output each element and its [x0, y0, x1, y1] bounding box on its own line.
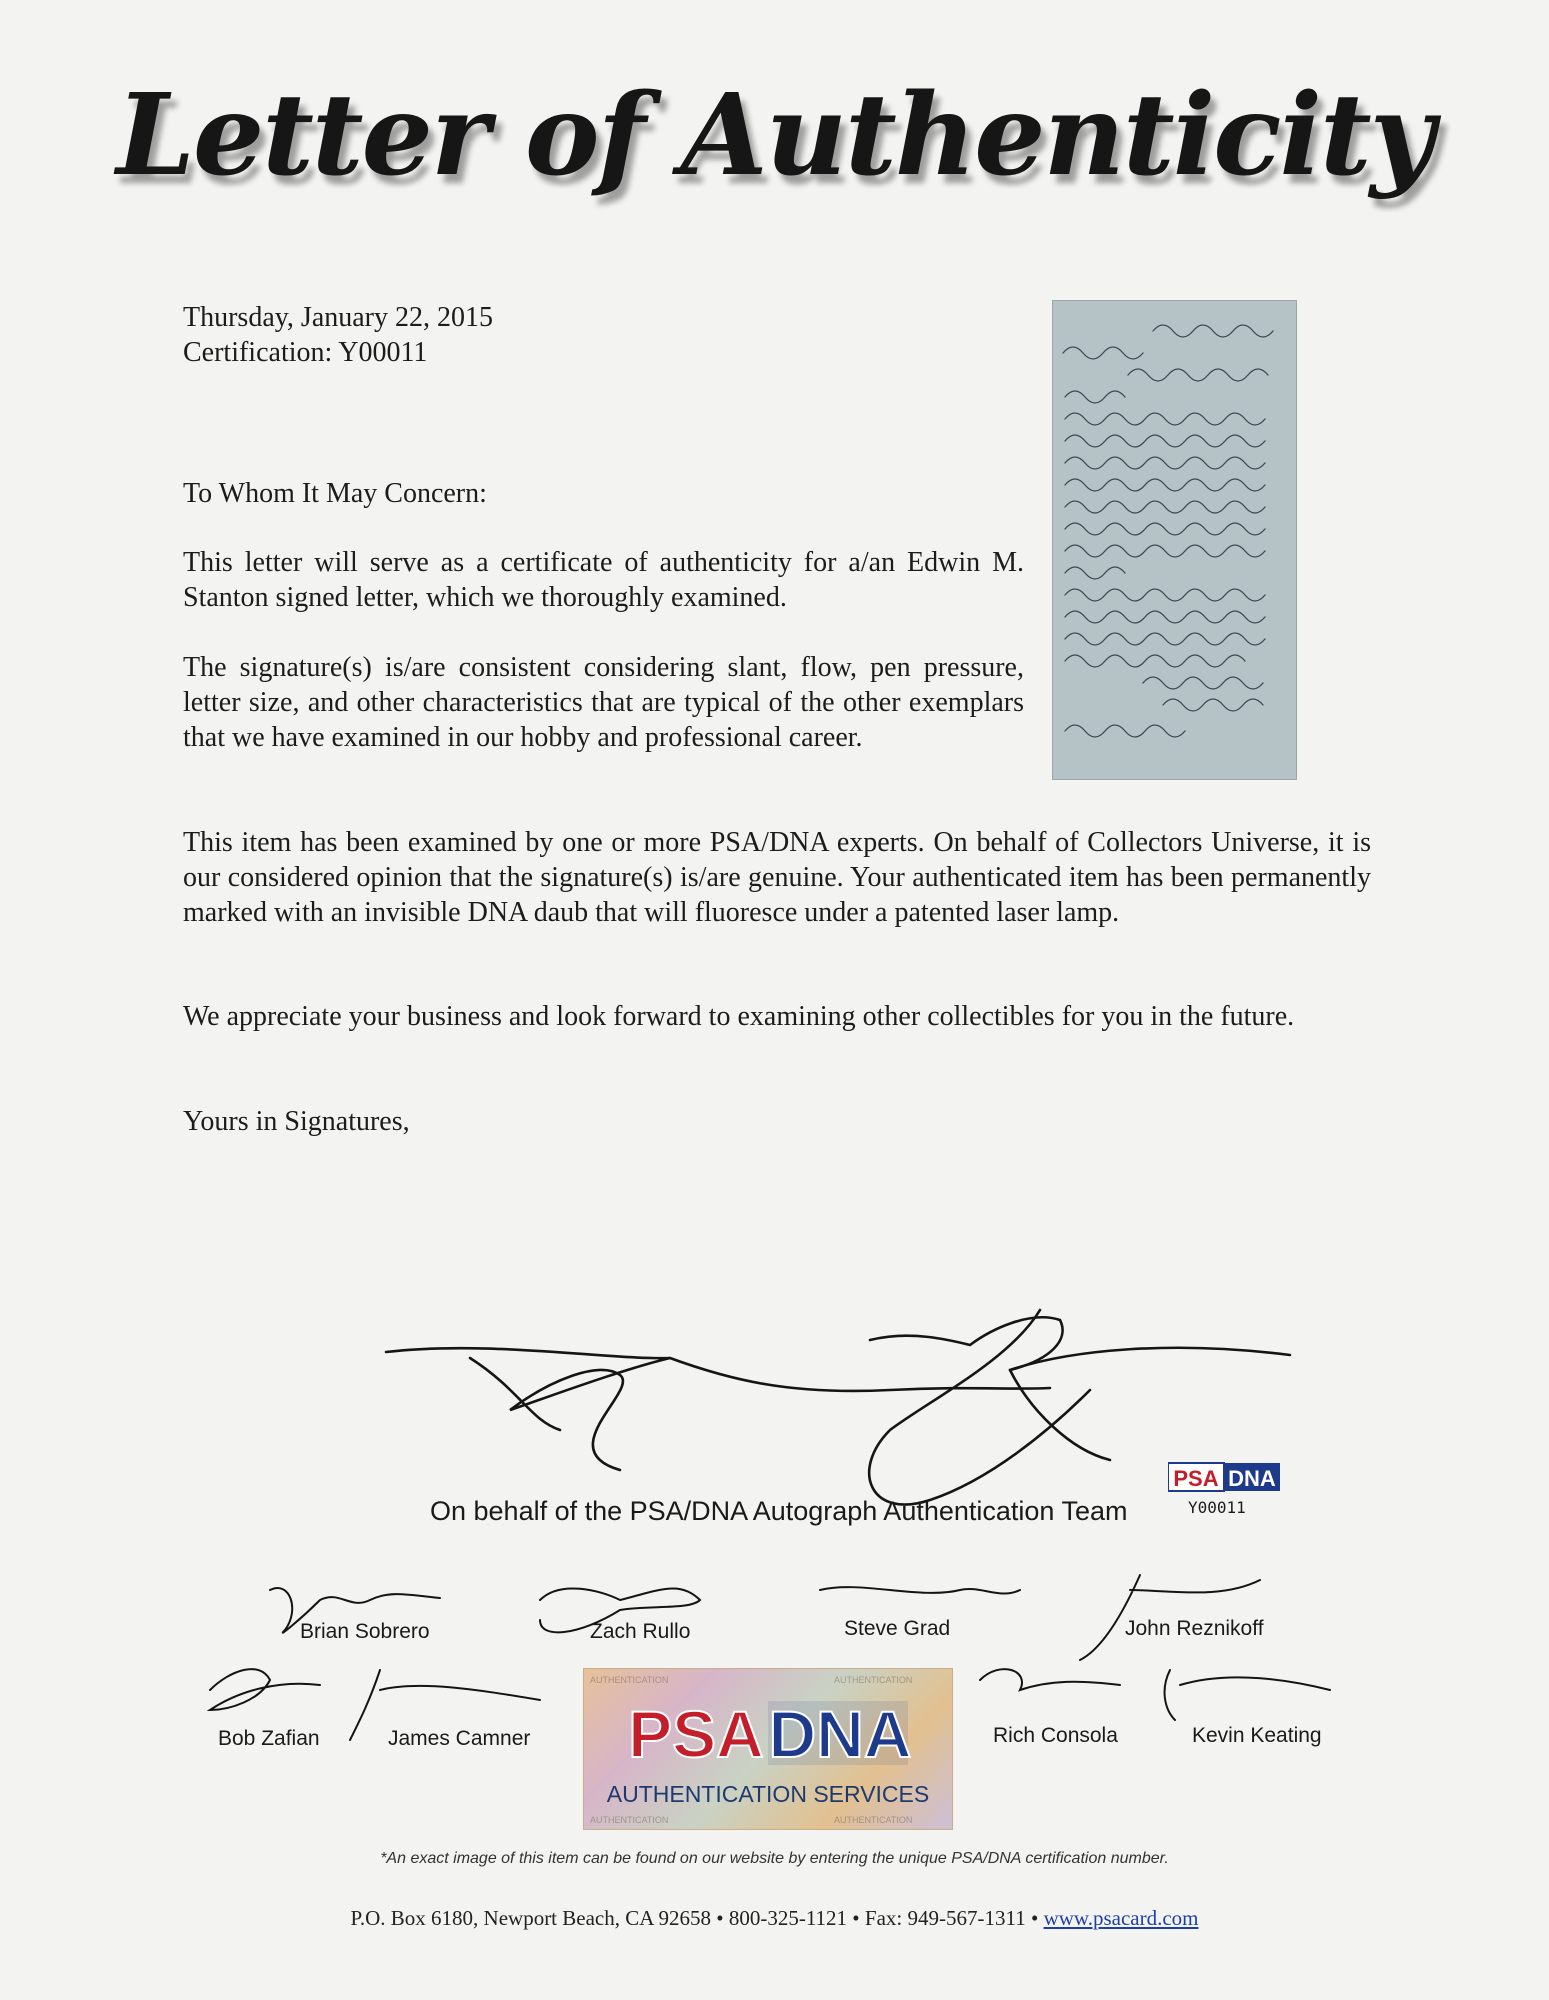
- signer-kevin-keating: Kevin Keating: [1192, 1724, 1322, 1747]
- paragraph-opinion: This item has been examined by one or more PSA/DNA experts. On behalf of Collectors Universe, it is our considered opinion that the signature(s) is/are genuine. Your authenticated item has been permanently marked with an invisible DNA daub that will fluoresce under a patented laser lamp.: [183, 827, 1371, 928]
- psa-dna-hologram: [583, 1668, 953, 1830]
- closing: Yours in Signatures,: [183, 1106, 410, 1137]
- authentication-team-line: On behalf of the PSA/DNA Autograph Authentication Team: [430, 1496, 1128, 1526]
- paragraph-appreciation: We appreciate your business and look forward to examining other collectibles for you in the future.: [183, 1001, 1295, 1032]
- handwritten-letter-scribble: [1053, 301, 1296, 779]
- signer-bob-zafian: Bob Zafian: [218, 1727, 320, 1750]
- website-link[interactable]: www.psacard.com: [1043, 1906, 1199, 1930]
- letter-image: [1052, 300, 1297, 780]
- footer-address: [0, 1906, 1549, 1931]
- svg-text:DNA: DNA: [768, 1697, 912, 1769]
- salutation: To Whom It May Concern:: [183, 478, 487, 509]
- signer-brian-sobrero: Brian Sobrero: [300, 1620, 430, 1643]
- certification-number: Certification: Y00011: [183, 337, 428, 368]
- signer-james-camner: James Camner: [388, 1727, 531, 1750]
- signer-rich-consola: Rich Consola: [993, 1724, 1118, 1747]
- footnote: *An exact image of this item can be found on our website by entering the unique PSA/DNA certification number.: [380, 1850, 1169, 1867]
- certification-number-small: Y00011: [1188, 1498, 1246, 1517]
- paragraph-consistency: The signature(s) is/are consistent considering slant, flow, pen pressure, letter size, and other characteristics that are typical of the other exemplars that we have examined in our hobby and professional career.: [183, 652, 1024, 753]
- signer-john-reznikoff: John Reznikoff: [1125, 1617, 1264, 1640]
- psa-dna-logo: [624, 1697, 912, 1769]
- svg-text:AUTHENTICATION: AUTHENTICATION: [590, 1815, 669, 1825]
- svg-text:AUTHENTICATION: AUTHENTICATION: [590, 1675, 669, 1685]
- psa-dna-mini-logo: [1168, 1461, 1280, 1493]
- svg-text:PSA: PSA: [1173, 1466, 1219, 1491]
- hologram-subtitle: AUTHENTICATION SERVICES: [606, 1781, 930, 1807]
- svg-text:PSA: PSA: [628, 1697, 764, 1769]
- svg-text:AUTHENTICATION: AUTHENTICATION: [834, 1815, 913, 1825]
- signer-zach-rullo: Zach Rullo: [590, 1620, 691, 1643]
- paragraph-description: This letter will serve as a certificate of authenticity for a/an Edwin M. Stanton signed letter, which we thoroughly examined.: [183, 547, 1024, 613]
- address-text: P.O. Box 6180, Newport Beach, CA 92658 • 800-325-1121 • Fax: 949-567-1311 •: [350, 1906, 1039, 1930]
- letter-date: Thursday, January 22, 2015: [183, 302, 494, 333]
- svg-text:AUTHENTICATION: AUTHENTICATION: [834, 1675, 913, 1685]
- signer-steve-grad: Steve Grad: [844, 1617, 951, 1640]
- page-title: Letter of Authenticity: [116, 70, 1433, 201]
- svg-text:DNA: DNA: [1228, 1466, 1276, 1491]
